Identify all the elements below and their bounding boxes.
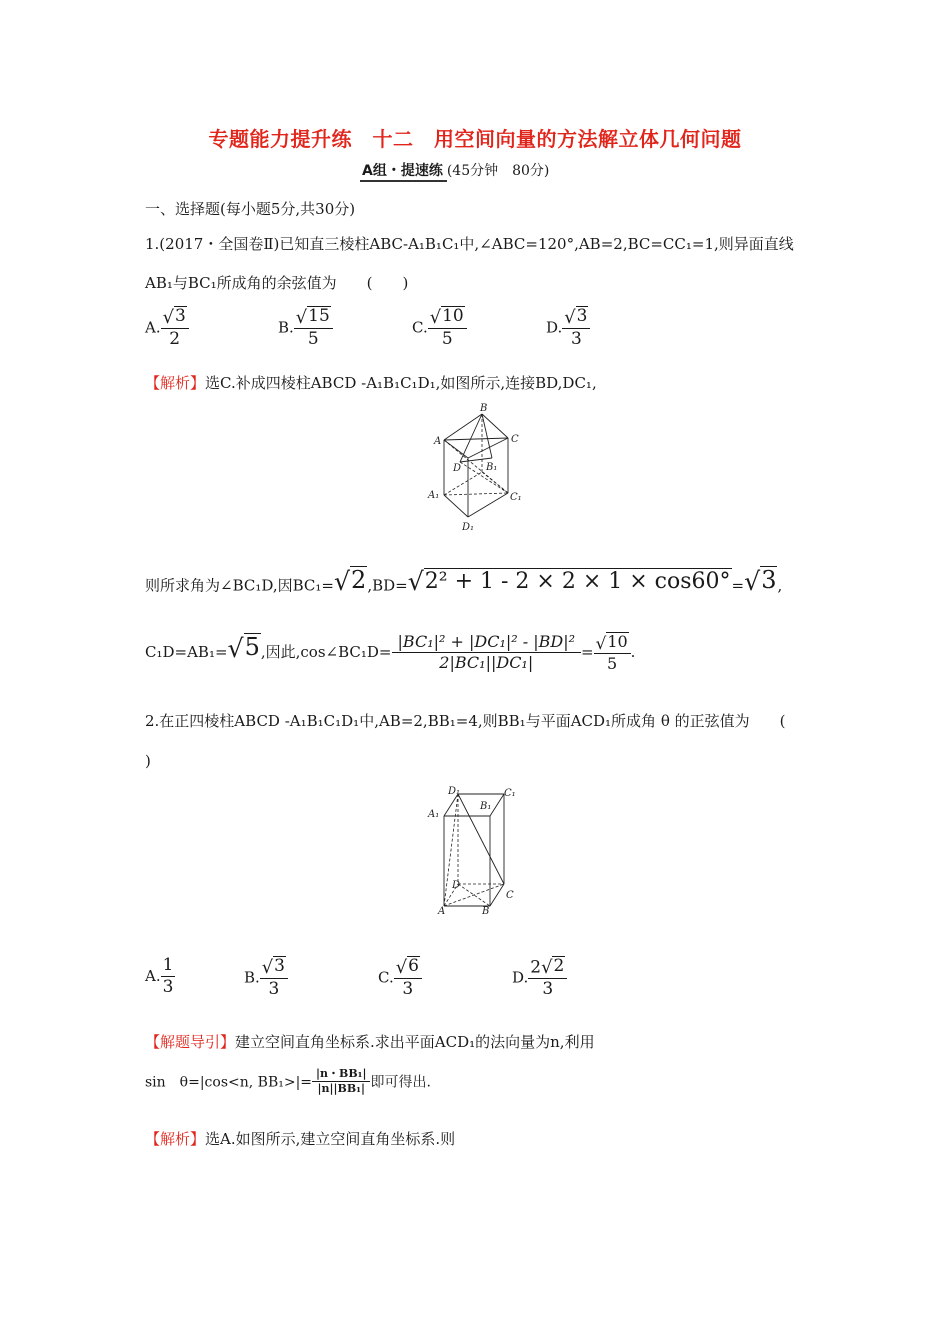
fig1-label-a1: A₁ [428, 490, 440, 501]
q1-solution-line1 [145, 566, 782, 595]
sol-text: C₁D=AB₁= [145, 642, 228, 661]
q1-line1: 1.(2017・全国卷Ⅱ)已知直三棱柱ABC-A₁B₁C₁中,∠ABC=120°,AB=2,BC=CC₁=1,则异面直线 [145, 235, 794, 253]
option-label: D. [546, 318, 563, 337]
option-den: 5 [441, 329, 453, 350]
option-den: 3 [570, 329, 582, 350]
q2-analysis [145, 1128, 455, 1149]
analysis-tag: 【解析】 [145, 1130, 206, 1148]
sol-text: = [581, 642, 594, 661]
option-num: 15 [308, 306, 330, 326]
fig1-label-b: B [480, 403, 488, 414]
q1-option-a: A. √ 3 2 [145, 306, 189, 351]
q1-option-d: D. √ 3 3 [546, 306, 590, 351]
fig2-label-c: C [506, 890, 514, 901]
option-label: C. [378, 968, 394, 987]
option-den: 3 [268, 979, 280, 1000]
option-den: 3 [542, 979, 554, 1000]
option-num: 10 [442, 306, 464, 326]
formula-text: 即可得出. [370, 1074, 431, 1091]
section-heading: 一、选择题(每小题5分,共30分) [145, 200, 356, 218]
sqrt-result: √ 3 [744, 566, 777, 597]
option-num: 3 [274, 956, 285, 976]
group-tag: A组・提速练 [360, 163, 447, 182]
fig1-label-d: D [453, 463, 462, 474]
cos-result: √ 10 5 [594, 632, 631, 674]
fig2-label-a1: A₁ [428, 809, 440, 820]
sqrt-bd: √ 2² + 1 - 2 × 2 × 1 × cos60° [407, 567, 731, 597]
option-label: B. [278, 318, 294, 337]
fig2-label-d1: D₁ [448, 786, 461, 797]
fig2-label-b1: B₁ [480, 801, 492, 812]
q2-option-c: C. √ 6 3 [378, 956, 422, 1001]
option-den: 5 [307, 329, 319, 350]
sqrt-bc1: √ 2 [333, 566, 367, 597]
fig1-label-d1: D₁ [462, 522, 475, 533]
option-coef: 2 [530, 957, 542, 978]
q2-option-d: D. 2 √ 2 3 [512, 956, 567, 1001]
option-label: A. [145, 966, 161, 985]
prism-figure-1 [420, 400, 530, 538]
option-num: 2 [553, 956, 565, 976]
q1-line2: AB₁与BC₁所成角的余弦值为 ( ) [145, 274, 409, 292]
q2-formula [145, 1068, 431, 1095]
option-num: 1 [162, 955, 174, 975]
analysis-tag: 【解析】 [145, 374, 206, 392]
option-num: 3 [174, 306, 186, 326]
fig1-label-a: A [434, 436, 442, 447]
option-den: 3 [162, 976, 174, 997]
q2-line1: 2.在正四棱柱ABCD -A₁B₁C₁D₁中,AB=2,BB₁=4,则BB₁与平面ACD₁所成角 θ 的正弦值为 ( [145, 712, 786, 730]
option-label: B. [244, 968, 260, 987]
sol-text: ,BD= [367, 576, 408, 595]
option-den: 3 [402, 979, 414, 1000]
formula-text: sin θ=|cos<n, BB₁>|= [145, 1074, 313, 1091]
fig1-label-c: C [511, 434, 519, 445]
q2-line2: ) [145, 752, 151, 770]
cos-fraction: $\frac{\text{|BC₁|² + |DC₁|² - |BD|²}}{\text{2|BC₁||DC₁|}}$ [392, 633, 582, 672]
fig1-label-b1: B₁ [486, 462, 498, 473]
option-den: 2 [169, 329, 181, 350]
group-info: (45分钟 80分) [446, 163, 550, 179]
sqrt-c1d: √ 5 [227, 632, 260, 663]
option-num: 6 [408, 956, 419, 976]
q1-option-c: C. √ 10 5 [412, 306, 467, 351]
q2-option-b: B. √ 3 3 [244, 956, 288, 1001]
guide-text: 建立空间直角坐标系.求出平面ACD₁的法向量为n,利用 [235, 1033, 595, 1051]
fig2-label-a: A [438, 906, 446, 917]
q1-analysis [145, 372, 597, 393]
page-title: 专题能力提升练 十二 用空间向量的方法解立体几何问题 [208, 127, 742, 151]
q1-solution-line2 [145, 632, 635, 674]
sol-text: ,因此,cos∠BC₁D= [260, 642, 392, 661]
fig2-label-d: D [452, 880, 461, 891]
fig1-label-c1: C₁ [510, 492, 522, 503]
analysis-text: 选A.如图所示,建立空间直角坐标系.则 [205, 1130, 456, 1148]
guide-tag: 【解题导引】 [145, 1033, 236, 1051]
q2-option-a [145, 956, 175, 998]
sol-text: , [777, 576, 783, 595]
option-label: C. [412, 318, 428, 337]
fig2-label-b: B [482, 906, 490, 917]
formula-fraction: $\frac{\text{|n・BB₁|}}{\text{|n||BB₁|}}$ [312, 1068, 370, 1095]
q2-guide [145, 1031, 595, 1052]
sol-text: = [731, 576, 745, 595]
group-header [360, 160, 549, 180]
q1-option-b: B. √ 15 5 [278, 306, 333, 351]
option-num: 3 [576, 306, 588, 326]
sol-text: . [630, 642, 636, 661]
fig2-label-c1: C₁ [504, 788, 516, 799]
option-label: A. [145, 318, 161, 337]
prism-figure-2 [424, 784, 526, 920]
sol-text: 则所求角为∠BC₁D,因BC₁= [145, 576, 334, 595]
analysis-text: 选C.补成四棱柱ABCD -A₁B₁C₁D₁,如图所示,连接BD,DC₁, [205, 374, 597, 392]
option-label: D. [512, 968, 529, 987]
